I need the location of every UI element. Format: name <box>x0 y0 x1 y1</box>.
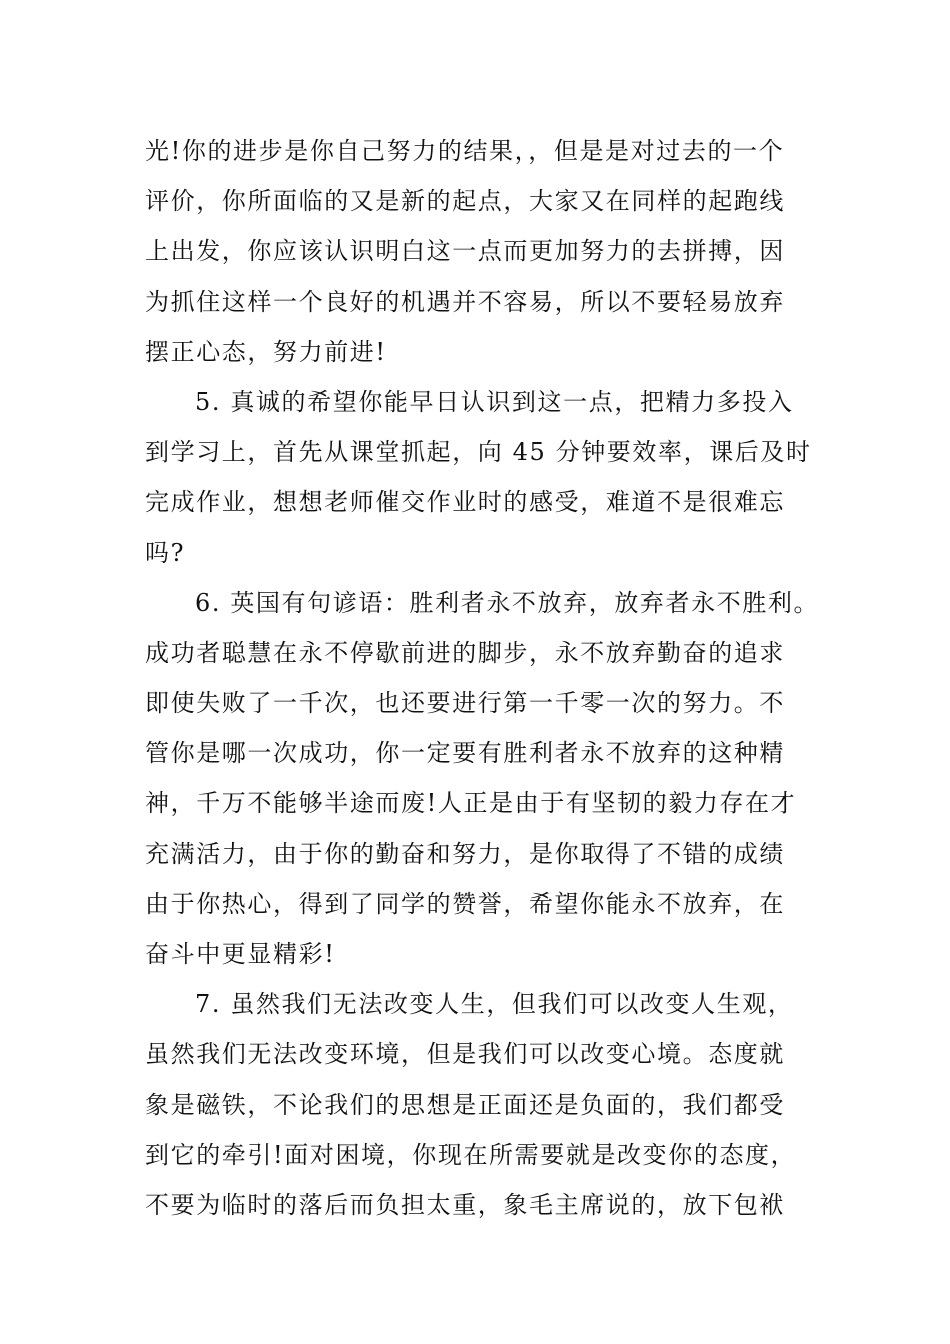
text-line: 评价，你所面临的又是新的起点，大家又在同样的起跑线 <box>145 187 785 216</box>
text-line: 到学习上，首先从课堂抓起，向 45 分钟要效率，课后及时 <box>145 438 812 467</box>
text-line: 吗? <box>145 538 186 567</box>
text-line: 神，千万不能够半途而废!人正是由于有坚韧的毅力存在才 <box>145 789 797 818</box>
text-line: 管你是哪一次成功，你一定要有胜利者永不放弃的这种精 <box>145 739 785 768</box>
text-line: 光!你的进步是你自己努力的结果，，但是是对过去的一个 <box>145 137 785 165</box>
text-line: 充满活力，由于你的勤奋和努力，是你取得了不错的成绩 <box>145 839 785 868</box>
text-line: 成功者聪慧在永不停歇前进的脚步，永不放弃勤奋的追求 <box>145 638 785 667</box>
body-text <box>145 126 845 1230</box>
text-line: 上出发，你应该认识明白这一点而更加努力的去拼搏，因 <box>145 237 785 266</box>
paragraph-start-7: 7. 虽然我们无法改变人生，但我们可以改变人生观， <box>195 990 794 1019</box>
paragraph-start-6: 6. 英国有句谚语：胜利者永不放弃，放弃者永不胜利。 <box>195 588 820 617</box>
paragraph-start-5: 5. 真诚的希望你能早日认识到这一点，把精力多投入 <box>195 387 794 416</box>
text-line: 到它的牵引!面对困境，你现在所需要就是改变你的态度， <box>145 1140 797 1169</box>
text-line: 不要为临时的落后而负担太重，象毛主席说的，放下包袱 <box>145 1190 785 1219</box>
text-line: 即使失败了一千次，也还要进行第一千零一次的努力。不 <box>145 689 785 718</box>
text-line: 完成作业，想想老师催交作业时的感受，难道不是很难忘 <box>145 488 785 517</box>
text-line: 象是磁铁，不论我们的思想是正面还是负面的，我们都受 <box>145 1090 785 1119</box>
text-line: 虽然我们无法改变环境，但是我们可以改变心境。态度就 <box>145 1040 785 1069</box>
text-line: 奋斗中更显精彩! <box>145 940 336 968</box>
text-line: 由于你热心，得到了同学的赞誉，希望你能永不放弃，在 <box>145 889 785 918</box>
text-line: 摆正心态，努力前进! <box>145 337 387 366</box>
text-line: 为抓住这样一个良好的机遇并不容易，所以不要轻易放弃 <box>145 287 785 316</box>
